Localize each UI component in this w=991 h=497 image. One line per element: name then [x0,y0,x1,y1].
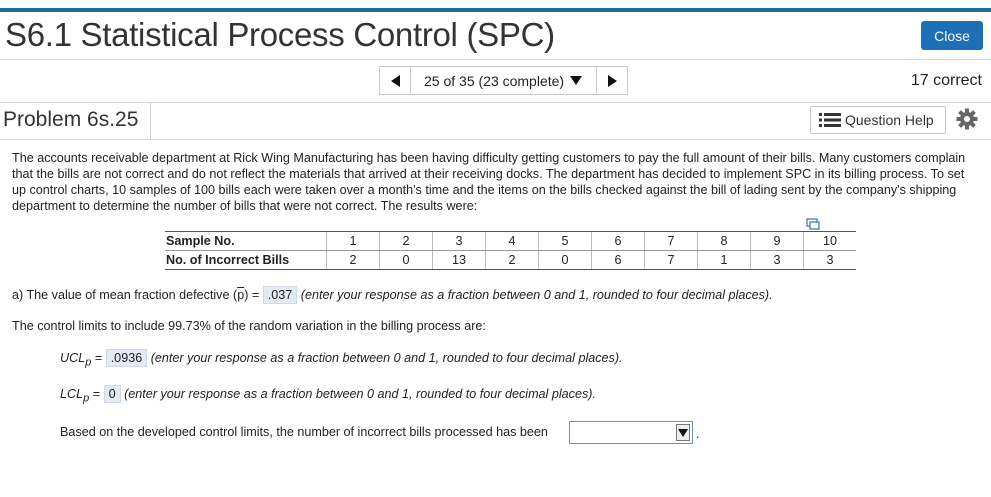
table-cell: 9 [751,232,804,251]
question-selector[interactable] [411,66,596,95]
table-cell: 3 [804,251,857,270]
conclusion-question: Based on the developed control limits, the number of incorrect bills processed has been [60,425,548,439]
divider [0,139,991,140]
row-label: Sample No. [165,232,327,251]
equals-sign: = [92,387,101,401]
page-title: S6.1 Statistical Process Control (SPC) [5,16,555,53]
ucl-row [60,349,623,369]
problem-description: The accounts receivable department at Rick Wing Manufacturing has been having difficulty getting customers to pay the full amount of their bills. Many customers complain that the bills are not correct and do not reflect the materials that arrived at their receiving docks. The department has decided to implement SPC in its billing process. To set up control charts, 10 samples of 100 bills each were taken over a month's time and the items on the bills checked against the bill of lading sent by the company's shipping department to determine the number of bills that were not correct. The results were: [12,151,966,213]
correct-count: 17 correct [910,72,982,89]
table-cell: 0 [539,251,592,270]
p-bar-symbol: $\overline{p}$ [237,288,245,302]
control-limits-intro: The control limits to include 99.73% of the random variation in the billing process are: [12,319,486,333]
data-table [165,231,856,270]
caret-down-icon [678,429,688,437]
row-label: No. of Incorrect Bills [165,251,327,270]
dropdown-arrow[interactable] [676,424,690,441]
sentence-end: . [696,427,700,441]
part-a-suffix: ) = [244,288,260,302]
question-help-label: Question Help [845,112,934,128]
answer-hint: (enter your response as a fraction between 0 and 1, rounded to four decimal places). [300,288,773,302]
table-cell: 6 [592,251,645,270]
table-cell: 1 [698,251,751,270]
list-icon [819,113,841,127]
table-cell: 6 [592,232,645,251]
part-a-question [12,286,773,304]
table-cell: 7 [645,232,698,251]
answer-hint: (enter your response as a fraction between 0 and 1, rounded to four decimal places). [150,351,623,365]
table-cell: 2 [486,251,539,270]
arrow-right-icon [608,75,617,87]
lcl-row [60,385,596,405]
arrow-left-icon [391,75,400,87]
table-row [165,232,856,251]
copy-table-icon[interactable] [806,218,820,230]
question-help-button[interactable] [810,106,946,134]
table-cell: 8 [698,232,751,251]
previous-question-button[interactable] [379,66,411,95]
ucl-label: $UCL_p$ [60,351,92,369]
conclusion-dropdown[interactable] [569,421,693,444]
ucl-answer[interactable]: .0936 [106,349,148,367]
mean-fraction-answer[interactable]: .037 [263,286,298,304]
table-cell: 3 [433,232,486,251]
part-a-prefix: a) The value of mean fraction defective ( [12,288,238,302]
lcl-answer[interactable]: 0 [104,385,121,403]
close-button[interactable]: Close [921,21,983,50]
table-cell: 1 [327,232,380,251]
problem-title: Problem 6s.25 [3,108,139,131]
gear-icon[interactable] [955,107,979,131]
table-cell: 5 [539,232,592,251]
table-cell: 2 [380,232,433,251]
table-cell: 2 [327,251,380,270]
table-cell: 4 [486,232,539,251]
question-position: 25 of 35 (23 complete) [424,72,565,89]
table-row [165,251,856,270]
divider [150,103,151,139]
answer-hint: (enter your response as a fraction between 0 and 1, rounded to four decimal places). [124,387,596,401]
table-cell: 7 [645,251,698,270]
table-cell: 0 [380,251,433,270]
table-cell: 13 [433,251,486,270]
divider [0,102,991,103]
table-cell: 3 [751,251,804,270]
equals-sign: = [94,351,103,365]
next-question-button[interactable] [596,66,628,95]
top-accent-bar [0,8,991,12]
table-cell: 10 [804,232,857,251]
caret-down-icon [570,76,582,85]
lcl-label: $LCL_p$ [60,387,90,405]
divider [0,59,991,60]
